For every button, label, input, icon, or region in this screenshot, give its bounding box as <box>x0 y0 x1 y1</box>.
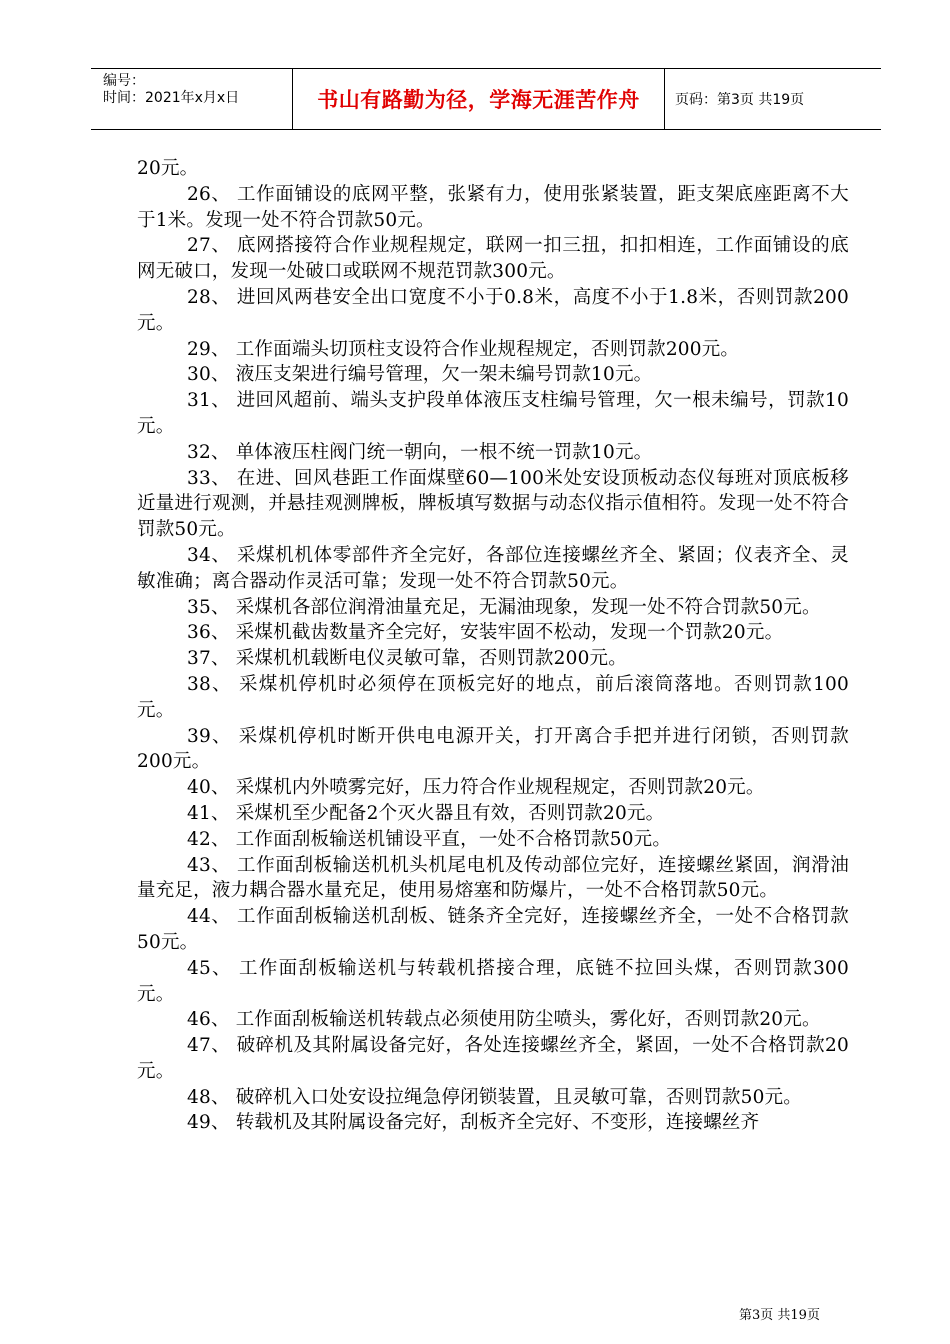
body-paragraph: 34、 采煤机机体零部件齐全完好，各部位连接螺丝齐全、紧固；仪表齐全、灵敏准确；离合器动作灵活可靠；发现一处不符合罚款50元。 <box>137 544 849 592</box>
body-paragraph: 28、 进回风两巷安全出口宽度不小于0.8米，高度不小于1.8米，否则罚款200元。 <box>137 286 849 334</box>
body-paragraph: 42、 工作面刮板输送机铺设平直，一处不合格罚款50元。 <box>187 828 672 850</box>
body-paragraph: 33、 在进、回风巷距工作面煤壁60—100米处安设顶板动态仪每班对顶底板移近量进行观测，并悬挂观测牌板，牌板填写数据与动态仪指示值相符。发现一处不符合罚款50元。 <box>137 467 849 541</box>
body-paragraph: 43、 工作面刮板输送机机头机尾电机及传动部位完好，连接螺丝紧固，润滑油量充足，液力耦合器水量充足，使用易熔塞和防爆片，一处不合格罚款50元。 <box>137 854 849 902</box>
body-paragraph: 47、 破碎机及其附属设备完好，各处连接螺丝齐全，紧固，一处不合格罚款20元。 <box>137 1035 849 1082</box>
body-paragraph: 32、 单体液压柱阀门统一朝向，一根不统一罚款10元。 <box>187 441 653 463</box>
body-paragraph: 45、 工作面刮板输送机与转载机搭接合理，底链不拉回头煤，否则罚款300元。 <box>137 957 849 1005</box>
body-paragraph: 41、 采煤机至少配备2个灭火器且有效，否则罚款20元。 <box>187 802 665 824</box>
body-paragraph: 31、 进回风超前、端头支护段单体液压支柱编号管理，欠一根未编号，罚款10元。 <box>137 390 849 437</box>
body-paragraph: 26、 工作面铺设的底网平整，张紧有力，使用张紧装置，距支架底座距离不大于1米。发现一处不符合罚款50元。 <box>137 183 849 231</box>
document-body <box>137 156 849 1136</box>
body-paragraph: 48、 破碎机入口处安设拉绳急停闭锁装置，且灵敏可靠，否则罚款50元。 <box>187 1086 802 1108</box>
body-paragraph: 35、 采煤机各部位润滑油量充足，无漏油现象，发现一处不符合罚款50元。 <box>187 596 821 618</box>
page-header <box>91 68 881 130</box>
body-paragraph: 49、 转载机及其附属设备完好，刮板齐全完好、不变形，连接螺丝齐 <box>187 1112 760 1134</box>
body-paragraph: 30、 液压支架进行编号管理，欠一架未编号罚款10元。 <box>187 364 653 386</box>
header-meta <box>91 69 293 129</box>
header-time-label: 时间：2021年x月x日 <box>103 90 240 106</box>
body-paragraph: 27、 底网搭接符合作业规程规定，联网一扣三扭，扣扣相连，工作面铺设的底网无破口，发现一处破口或联网不规范罚款300元。 <box>137 235 849 283</box>
body-paragraph: 44、 工作面刮板输送机刮板、链条齐全完好，连接螺丝齐全，一处不合格罚款50元。 <box>137 906 849 953</box>
header-motto: 书山有路勤为径，学海无涯苦作舟 <box>293 69 665 129</box>
body-paragraph: 36、 采煤机截齿数量齐全完好，安装牢固不松动，发现一个罚款20元。 <box>187 622 784 644</box>
body-paragraph: 37、 采煤机机载断电仪灵敏可靠，否则罚款200元。 <box>187 648 627 670</box>
header-code-label: 编号： <box>103 73 145 89</box>
body-paragraph: 20元。 <box>137 158 199 179</box>
header-page-label: 页码：第3页 共19页 <box>675 92 805 108</box>
page-footer: 第3页 共19页 <box>739 1308 820 1323</box>
body-paragraph: 39、 采煤机停机时断开供电电源开关，打开离合手把并进行闭锁，否则罚款200元。 <box>137 725 849 773</box>
body-paragraph: 29、 工作面端头切顶柱支设符合作业规程规定，否则罚款200元。 <box>187 338 740 360</box>
body-paragraph: 38、 采煤机停机时必须停在顶板完好的地点，前后滚筒落地。否则罚款100元。 <box>137 673 849 721</box>
body-paragraph: 46、 工作面刮板输送机转载点必须使用防尘喷头，雾化好，否则罚款20元。 <box>187 1009 821 1031</box>
body-paragraph: 40、 采煤机内外喷雾完好，压力符合作业规程规定，否则罚款20元。 <box>187 777 765 799</box>
